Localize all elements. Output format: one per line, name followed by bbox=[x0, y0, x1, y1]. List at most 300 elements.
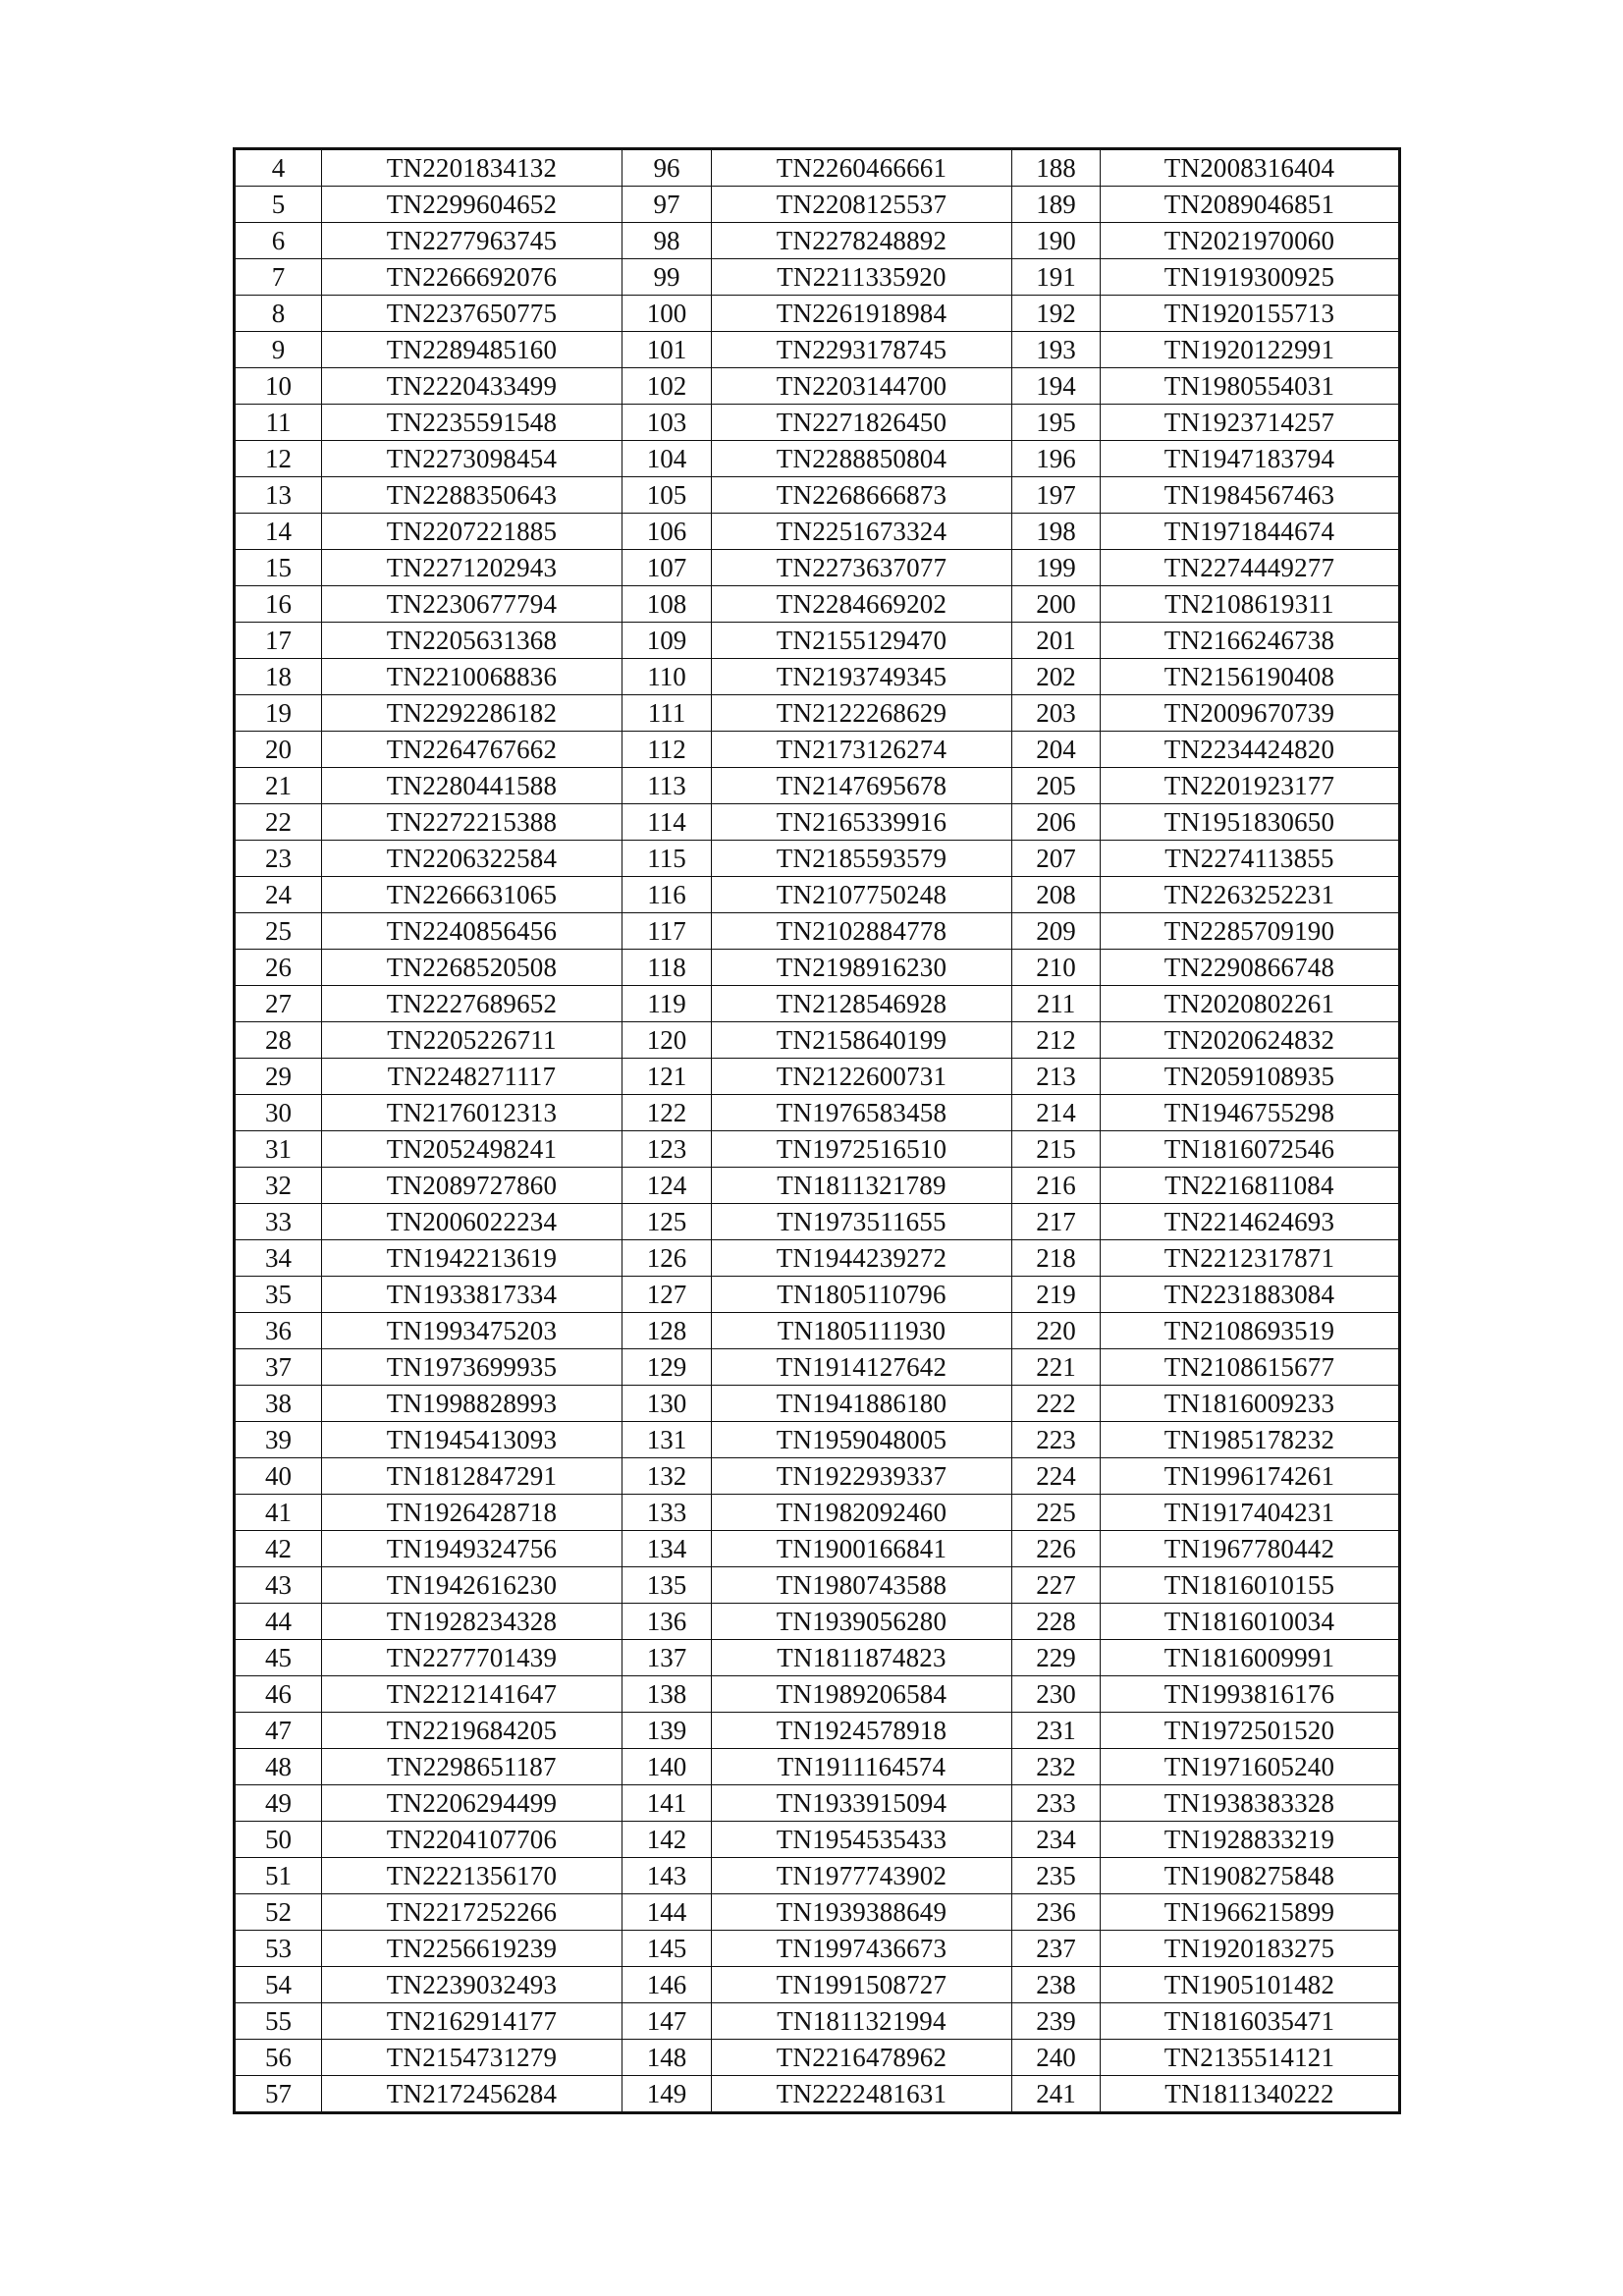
id-code-cell: TN2217252266 bbox=[322, 1894, 622, 1931]
serial-number-cell: 116 bbox=[622, 877, 712, 913]
serial-number-cell: 42 bbox=[235, 1531, 322, 1567]
id-code-cell: TN1816035471 bbox=[1101, 2003, 1400, 2040]
id-code-cell: TN2198916230 bbox=[712, 950, 1012, 986]
serial-number-cell: 196 bbox=[1012, 441, 1101, 477]
table-row bbox=[235, 1095, 1400, 1131]
id-code-cell: TN2251673324 bbox=[712, 514, 1012, 550]
id-code-cell: TN2289485160 bbox=[322, 332, 622, 368]
id-code-cell: TN2274113855 bbox=[1101, 841, 1400, 877]
serial-number-cell: 120 bbox=[622, 1022, 712, 1059]
id-code-cell: TN2128546928 bbox=[712, 986, 1012, 1022]
serial-number-cell: 123 bbox=[622, 1131, 712, 1168]
id-code-cell: TN2185593579 bbox=[712, 841, 1012, 877]
table-row bbox=[235, 2003, 1400, 2040]
id-code-cell: TN2211335920 bbox=[712, 259, 1012, 296]
id-code-cell: TN1993816176 bbox=[1101, 1676, 1400, 1713]
serial-number-cell: 217 bbox=[1012, 1204, 1101, 1240]
id-code-cell: TN1805110796 bbox=[712, 1277, 1012, 1313]
table-row bbox=[235, 586, 1400, 623]
id-code-cell: TN2284669202 bbox=[712, 586, 1012, 623]
id-code-cell: TN2201834132 bbox=[322, 149, 622, 187]
table-row bbox=[235, 477, 1400, 514]
serial-number-cell: 141 bbox=[622, 1785, 712, 1822]
id-code-cell: TN2293178745 bbox=[712, 332, 1012, 368]
id-code-cell: TN2237650775 bbox=[322, 296, 622, 332]
table-row bbox=[235, 1349, 1400, 1386]
id-code-cell: TN2102884778 bbox=[712, 913, 1012, 950]
id-code-cell: TN1812847291 bbox=[322, 1458, 622, 1495]
serial-number-cell: 12 bbox=[235, 441, 322, 477]
table-row bbox=[235, 950, 1400, 986]
serial-number-cell: 145 bbox=[622, 1931, 712, 1967]
id-code-cell: TN1949324756 bbox=[322, 1531, 622, 1567]
serial-number-cell: 23 bbox=[235, 841, 322, 877]
serial-number-cell: 18 bbox=[235, 659, 322, 695]
table-row bbox=[235, 1785, 1400, 1822]
serial-number-cell: 15 bbox=[235, 550, 322, 586]
id-code-cell: TN2227689652 bbox=[322, 986, 622, 1022]
id-code-cell: TN2280441588 bbox=[322, 768, 622, 804]
serial-number-cell: 208 bbox=[1012, 877, 1101, 913]
id-code-cell: TN1920122991 bbox=[1101, 332, 1400, 368]
table-row bbox=[235, 1495, 1400, 1531]
table-row bbox=[235, 1967, 1400, 2003]
id-code-cell: TN2207221885 bbox=[322, 514, 622, 550]
serial-number-cell: 227 bbox=[1012, 1567, 1101, 1604]
table-row bbox=[235, 1822, 1400, 1858]
id-code-cell: TN2277701439 bbox=[322, 1640, 622, 1676]
serial-number-cell: 4 bbox=[235, 149, 322, 187]
table-row bbox=[235, 1640, 1400, 1676]
serial-number-cell: 97 bbox=[622, 187, 712, 223]
serial-number-cell: 26 bbox=[235, 950, 322, 986]
serial-number-cell: 137 bbox=[622, 1640, 712, 1676]
id-code-cell: TN2147695678 bbox=[712, 768, 1012, 804]
serial-number-cell: 99 bbox=[622, 259, 712, 296]
id-code-cell: TN1973699935 bbox=[322, 1349, 622, 1386]
id-code-cell: TN1939056280 bbox=[712, 1604, 1012, 1640]
id-code-cell: TN2256619239 bbox=[322, 1931, 622, 1967]
id-code-cell: TN1982092460 bbox=[712, 1495, 1012, 1531]
id-code-cell: TN1989206584 bbox=[712, 1676, 1012, 1713]
id-code-cell: TN2165339916 bbox=[712, 804, 1012, 841]
id-code-cell: TN2274449277 bbox=[1101, 550, 1400, 586]
id-code-cell: TN2154731279 bbox=[322, 2040, 622, 2076]
id-code-cell: TN2108619311 bbox=[1101, 586, 1400, 623]
serial-number-cell: 30 bbox=[235, 1095, 322, 1131]
table-row bbox=[235, 405, 1400, 441]
table-row bbox=[235, 1204, 1400, 1240]
id-code-cell: TN1976583458 bbox=[712, 1095, 1012, 1131]
table-row bbox=[235, 877, 1400, 913]
id-code-cell: TN1900166841 bbox=[712, 1531, 1012, 1567]
serial-number-cell: 6 bbox=[235, 223, 322, 259]
serial-number-cell: 8 bbox=[235, 296, 322, 332]
table-row bbox=[235, 1131, 1400, 1168]
id-code-cell: TN2006022234 bbox=[322, 1204, 622, 1240]
serial-number-cell: 100 bbox=[622, 296, 712, 332]
id-code-cell: TN1971844674 bbox=[1101, 514, 1400, 550]
table-row bbox=[235, 1059, 1400, 1095]
serial-number-cell: 211 bbox=[1012, 986, 1101, 1022]
id-code-cell: TN1933915094 bbox=[712, 1785, 1012, 1822]
id-code-cell: TN1811874823 bbox=[712, 1640, 1012, 1676]
serial-number-cell: 233 bbox=[1012, 1785, 1101, 1822]
id-code-cell: TN2205226711 bbox=[322, 1022, 622, 1059]
table-row bbox=[235, 1240, 1400, 1277]
serial-number-cell: 34 bbox=[235, 1240, 322, 1277]
id-code-cell: TN2290866748 bbox=[1101, 950, 1400, 986]
id-code-cell: TN2020802261 bbox=[1101, 986, 1400, 1022]
table-row bbox=[235, 441, 1400, 477]
id-code-cell: TN2263252231 bbox=[1101, 877, 1400, 913]
id-code-cell: TN1920183275 bbox=[1101, 1931, 1400, 1967]
serial-number-cell: 212 bbox=[1012, 1022, 1101, 1059]
serial-number-cell: 134 bbox=[622, 1531, 712, 1567]
id-code-cell: TN2239032493 bbox=[322, 1967, 622, 2003]
serial-number-cell: 240 bbox=[1012, 2040, 1101, 2076]
table-row bbox=[235, 1931, 1400, 1967]
serial-number-cell: 106 bbox=[622, 514, 712, 550]
serial-number-cell: 235 bbox=[1012, 1858, 1101, 1894]
id-code-cell: TN1980554031 bbox=[1101, 368, 1400, 405]
serial-number-cell: 48 bbox=[235, 1749, 322, 1785]
serial-number-cell: 139 bbox=[622, 1713, 712, 1749]
serial-number-cell: 54 bbox=[235, 1967, 322, 2003]
serial-number-cell: 52 bbox=[235, 1894, 322, 1931]
serial-number-cell: 201 bbox=[1012, 623, 1101, 659]
id-code-cell: TN1971605240 bbox=[1101, 1749, 1400, 1785]
serial-number-cell: 133 bbox=[622, 1495, 712, 1531]
id-code-cell: TN2230677794 bbox=[322, 586, 622, 623]
id-code-cell: TN1928234328 bbox=[322, 1604, 622, 1640]
table-row bbox=[235, 259, 1400, 296]
id-code-cell: TN2234424820 bbox=[1101, 732, 1400, 768]
id-code-cell: TN1816009991 bbox=[1101, 1640, 1400, 1676]
serial-number-cell: 204 bbox=[1012, 732, 1101, 768]
serial-number-cell: 219 bbox=[1012, 1277, 1101, 1313]
serial-number-cell: 20 bbox=[235, 732, 322, 768]
serial-number-cell: 7 bbox=[235, 259, 322, 296]
id-code-cell: TN2172456284 bbox=[322, 2076, 622, 2113]
serial-number-cell: 17 bbox=[235, 623, 322, 659]
id-code-cell: TN2107750248 bbox=[712, 877, 1012, 913]
id-code-cell: TN2292286182 bbox=[322, 695, 622, 732]
table-row bbox=[235, 1531, 1400, 1567]
serial-number-cell: 41 bbox=[235, 1495, 322, 1531]
serial-number-cell: 239 bbox=[1012, 2003, 1101, 2040]
id-code-cell: TN1946755298 bbox=[1101, 1095, 1400, 1131]
id-code-cell: TN2261918984 bbox=[712, 296, 1012, 332]
id-code-cell: TN2162914177 bbox=[322, 2003, 622, 2040]
serial-number-cell: 107 bbox=[622, 550, 712, 586]
table-row bbox=[235, 1022, 1400, 1059]
serial-number-cell: 140 bbox=[622, 1749, 712, 1785]
id-code-cell: TN2298651187 bbox=[322, 1749, 622, 1785]
id-number-table bbox=[233, 147, 1401, 2114]
id-code-cell: TN2206322584 bbox=[322, 841, 622, 877]
id-code-cell: TN1933817334 bbox=[322, 1277, 622, 1313]
id-code-cell: TN1924578918 bbox=[712, 1713, 1012, 1749]
id-code-cell: TN1945413093 bbox=[322, 1422, 622, 1458]
serial-number-cell: 49 bbox=[235, 1785, 322, 1822]
id-code-cell: TN2210068836 bbox=[322, 659, 622, 695]
id-code-cell: TN2089727860 bbox=[322, 1168, 622, 1204]
serial-number-cell: 39 bbox=[235, 1422, 322, 1458]
id-code-cell: TN1941886180 bbox=[712, 1386, 1012, 1422]
serial-number-cell: 200 bbox=[1012, 586, 1101, 623]
id-code-cell: TN2108693519 bbox=[1101, 1313, 1400, 1349]
id-code-cell: TN2122600731 bbox=[712, 1059, 1012, 1095]
serial-number-cell: 16 bbox=[235, 586, 322, 623]
table-row bbox=[235, 1168, 1400, 1204]
serial-number-cell: 121 bbox=[622, 1059, 712, 1095]
serial-number-cell: 191 bbox=[1012, 259, 1101, 296]
id-code-cell: TN1917404231 bbox=[1101, 1495, 1400, 1531]
serial-number-cell: 44 bbox=[235, 1604, 322, 1640]
id-code-cell: TN2268520508 bbox=[322, 950, 622, 986]
serial-number-cell: 213 bbox=[1012, 1059, 1101, 1095]
serial-number-cell: 104 bbox=[622, 441, 712, 477]
id-code-cell: TN1805111930 bbox=[712, 1313, 1012, 1349]
serial-number-cell: 190 bbox=[1012, 223, 1101, 259]
serial-number-cell: 232 bbox=[1012, 1749, 1101, 1785]
serial-number-cell: 136 bbox=[622, 1604, 712, 1640]
id-code-cell: TN1984567463 bbox=[1101, 477, 1400, 514]
serial-number-cell: 51 bbox=[235, 1858, 322, 1894]
id-code-cell: TN1811340222 bbox=[1101, 2076, 1400, 2113]
table-row bbox=[235, 2040, 1400, 2076]
table-row bbox=[235, 296, 1400, 332]
serial-number-cell: 45 bbox=[235, 1640, 322, 1676]
table-row bbox=[235, 1313, 1400, 1349]
serial-number-cell: 124 bbox=[622, 1168, 712, 1204]
id-code-cell: TN1939388649 bbox=[712, 1894, 1012, 1931]
serial-number-cell: 198 bbox=[1012, 514, 1101, 550]
id-code-cell: TN1977743902 bbox=[712, 1858, 1012, 1894]
serial-number-cell: 241 bbox=[1012, 2076, 1101, 2113]
serial-number-cell: 33 bbox=[235, 1204, 322, 1240]
serial-number-cell: 13 bbox=[235, 477, 322, 514]
table-row bbox=[235, 1386, 1400, 1422]
serial-number-cell: 189 bbox=[1012, 187, 1101, 223]
id-code-cell: TN1980743588 bbox=[712, 1567, 1012, 1604]
serial-number-cell: 37 bbox=[235, 1349, 322, 1386]
table-row bbox=[235, 1749, 1400, 1785]
serial-number-cell: 199 bbox=[1012, 550, 1101, 586]
id-code-cell: TN2273637077 bbox=[712, 550, 1012, 586]
serial-number-cell: 9 bbox=[235, 332, 322, 368]
serial-number-cell: 203 bbox=[1012, 695, 1101, 732]
serial-number-cell: 207 bbox=[1012, 841, 1101, 877]
serial-number-cell: 236 bbox=[1012, 1894, 1101, 1931]
id-code-cell: TN2216811084 bbox=[1101, 1168, 1400, 1204]
id-code-cell: TN1914127642 bbox=[712, 1349, 1012, 1386]
id-code-cell: TN1966215899 bbox=[1101, 1894, 1400, 1931]
table-row bbox=[235, 623, 1400, 659]
id-code-cell: TN2201923177 bbox=[1101, 768, 1400, 804]
serial-number-cell: 221 bbox=[1012, 1349, 1101, 1386]
serial-number-cell: 224 bbox=[1012, 1458, 1101, 1495]
serial-number-cell: 21 bbox=[235, 768, 322, 804]
serial-number-cell: 22 bbox=[235, 804, 322, 841]
table-row bbox=[235, 659, 1400, 695]
serial-number-cell: 148 bbox=[622, 2040, 712, 2076]
id-code-cell: TN2271202943 bbox=[322, 550, 622, 586]
serial-number-cell: 129 bbox=[622, 1349, 712, 1386]
table-row bbox=[235, 149, 1400, 187]
id-code-cell: TN2212141647 bbox=[322, 1676, 622, 1713]
serial-number-cell: 222 bbox=[1012, 1386, 1101, 1422]
id-code-cell: TN1997436673 bbox=[712, 1931, 1012, 1967]
id-code-cell: TN1938383328 bbox=[1101, 1785, 1400, 1822]
table-row bbox=[235, 768, 1400, 804]
id-code-cell: TN2216478962 bbox=[712, 2040, 1012, 2076]
serial-number-cell: 135 bbox=[622, 1567, 712, 1604]
id-code-cell: TN1816009233 bbox=[1101, 1386, 1400, 1422]
table-row bbox=[235, 695, 1400, 732]
id-code-cell: TN2271826450 bbox=[712, 405, 1012, 441]
serial-number-cell: 215 bbox=[1012, 1131, 1101, 1168]
serial-number-cell: 11 bbox=[235, 405, 322, 441]
table-row bbox=[235, 332, 1400, 368]
serial-number-cell: 117 bbox=[622, 913, 712, 950]
id-code-cell: TN2222481631 bbox=[712, 2076, 1012, 2113]
serial-number-cell: 230 bbox=[1012, 1676, 1101, 1713]
id-code-cell: TN1944239272 bbox=[712, 1240, 1012, 1277]
serial-number-cell: 38 bbox=[235, 1386, 322, 1422]
id-code-cell: TN2009670739 bbox=[1101, 695, 1400, 732]
table-row bbox=[235, 804, 1400, 841]
serial-number-cell: 27 bbox=[235, 986, 322, 1022]
serial-number-cell: 43 bbox=[235, 1567, 322, 1604]
table-body bbox=[235, 149, 1400, 2113]
serial-number-cell: 226 bbox=[1012, 1531, 1101, 1567]
serial-number-cell: 24 bbox=[235, 877, 322, 913]
table-row bbox=[235, 1458, 1400, 1495]
id-code-cell: TN2108615677 bbox=[1101, 1349, 1400, 1386]
serial-number-cell: 113 bbox=[622, 768, 712, 804]
id-code-cell: TN1954535433 bbox=[712, 1822, 1012, 1858]
id-code-cell: TN2135514121 bbox=[1101, 2040, 1400, 2076]
serial-number-cell: 231 bbox=[1012, 1713, 1101, 1749]
id-code-cell: TN2166246738 bbox=[1101, 623, 1400, 659]
serial-number-cell: 144 bbox=[622, 1894, 712, 1931]
id-code-cell: TN2204107706 bbox=[322, 1822, 622, 1858]
id-code-cell: TN1919300925 bbox=[1101, 259, 1400, 296]
id-code-cell: TN1993475203 bbox=[322, 1313, 622, 1349]
serial-number-cell: 96 bbox=[622, 149, 712, 187]
serial-number-cell: 47 bbox=[235, 1713, 322, 1749]
serial-number-cell: 214 bbox=[1012, 1095, 1101, 1131]
serial-number-cell: 202 bbox=[1012, 659, 1101, 695]
table-row bbox=[235, 223, 1400, 259]
table-row bbox=[235, 1894, 1400, 1931]
serial-number-cell: 206 bbox=[1012, 804, 1101, 841]
serial-number-cell: 138 bbox=[622, 1676, 712, 1713]
id-code-cell: TN1905101482 bbox=[1101, 1967, 1400, 2003]
serial-number-cell: 119 bbox=[622, 986, 712, 1022]
serial-number-cell: 210 bbox=[1012, 950, 1101, 986]
id-code-cell: TN2264767662 bbox=[322, 732, 622, 768]
id-code-cell: TN2021970060 bbox=[1101, 223, 1400, 259]
table-row bbox=[235, 1858, 1400, 1894]
id-code-cell: TN2285709190 bbox=[1101, 913, 1400, 950]
id-code-cell: TN1967780442 bbox=[1101, 1531, 1400, 1567]
serial-number-cell: 110 bbox=[622, 659, 712, 695]
serial-number-cell: 229 bbox=[1012, 1640, 1101, 1676]
serial-number-cell: 127 bbox=[622, 1277, 712, 1313]
id-code-cell: TN1811321994 bbox=[712, 2003, 1012, 2040]
serial-number-cell: 223 bbox=[1012, 1422, 1101, 1458]
id-code-cell: TN2205631368 bbox=[322, 623, 622, 659]
serial-number-cell: 209 bbox=[1012, 913, 1101, 950]
id-code-cell: TN1973511655 bbox=[712, 1204, 1012, 1240]
serial-number-cell: 55 bbox=[235, 2003, 322, 2040]
serial-number-cell: 112 bbox=[622, 732, 712, 768]
id-code-cell: TN1911164574 bbox=[712, 1749, 1012, 1785]
serial-number-cell: 234 bbox=[1012, 1822, 1101, 1858]
id-code-cell: TN2158640199 bbox=[712, 1022, 1012, 1059]
serial-number-cell: 147 bbox=[622, 2003, 712, 2040]
id-code-cell: TN2052498241 bbox=[322, 1131, 622, 1168]
table-row bbox=[235, 1676, 1400, 1713]
id-code-cell: TN1959048005 bbox=[712, 1422, 1012, 1458]
id-code-cell: TN2266692076 bbox=[322, 259, 622, 296]
serial-number-cell: 10 bbox=[235, 368, 322, 405]
id-code-cell: TN2122268629 bbox=[712, 695, 1012, 732]
id-code-cell: TN1991508727 bbox=[712, 1967, 1012, 2003]
id-code-cell: TN2008316404 bbox=[1101, 149, 1400, 187]
id-code-cell: TN1947183794 bbox=[1101, 441, 1400, 477]
serial-number-cell: 128 bbox=[622, 1313, 712, 1349]
serial-number-cell: 53 bbox=[235, 1931, 322, 1967]
id-code-cell: TN2278248892 bbox=[712, 223, 1012, 259]
serial-number-cell: 149 bbox=[622, 2076, 712, 2113]
id-code-cell: TN2260466661 bbox=[712, 149, 1012, 187]
id-code-cell: TN2277963745 bbox=[322, 223, 622, 259]
serial-number-cell: 29 bbox=[235, 1059, 322, 1095]
serial-number-cell: 205 bbox=[1012, 768, 1101, 804]
table-row bbox=[235, 514, 1400, 550]
id-code-cell: TN1972501520 bbox=[1101, 1713, 1400, 1749]
id-code-cell: TN2089046851 bbox=[1101, 187, 1400, 223]
serial-number-cell: 193 bbox=[1012, 332, 1101, 368]
serial-number-cell: 32 bbox=[235, 1168, 322, 1204]
id-code-cell: TN2059108935 bbox=[1101, 1059, 1400, 1095]
serial-number-cell: 197 bbox=[1012, 477, 1101, 514]
id-code-cell: TN1998828993 bbox=[322, 1386, 622, 1422]
serial-number-cell: 238 bbox=[1012, 1967, 1101, 2003]
serial-number-cell: 195 bbox=[1012, 405, 1101, 441]
id-code-cell: TN2206294499 bbox=[322, 1785, 622, 1822]
id-code-cell: TN2288850804 bbox=[712, 441, 1012, 477]
serial-number-cell: 25 bbox=[235, 913, 322, 950]
table-row bbox=[235, 368, 1400, 405]
id-code-cell: TN1922939337 bbox=[712, 1458, 1012, 1495]
id-code-cell: TN2173126274 bbox=[712, 732, 1012, 768]
table-row bbox=[235, 187, 1400, 223]
serial-number-cell: 225 bbox=[1012, 1495, 1101, 1531]
serial-number-cell: 105 bbox=[622, 477, 712, 514]
id-code-cell: TN1942616230 bbox=[322, 1567, 622, 1604]
id-code-cell: TN2155129470 bbox=[712, 623, 1012, 659]
serial-number-cell: 111 bbox=[622, 695, 712, 732]
id-code-cell: TN1816072546 bbox=[1101, 1131, 1400, 1168]
table-row bbox=[235, 1713, 1400, 1749]
serial-number-cell: 125 bbox=[622, 1204, 712, 1240]
serial-number-cell: 103 bbox=[622, 405, 712, 441]
